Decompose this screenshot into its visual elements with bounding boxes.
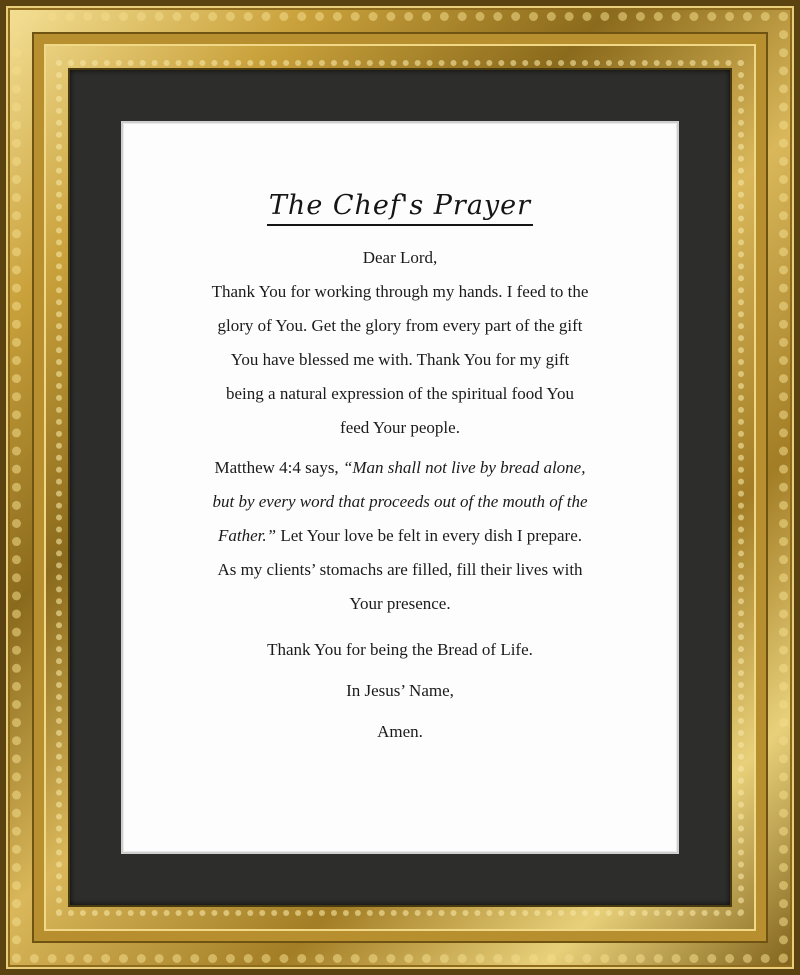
- paragraph-2-line: Your presence.: [349, 594, 451, 613]
- prayer-paragraph-2: [164, 451, 636, 621]
- salutation: Dear Lord,: [362, 248, 438, 267]
- prayer-paragraph-1: [164, 241, 636, 445]
- prayer-title: [124, 190, 676, 226]
- scripture-reference: Matthew 4:4 says,: [214, 458, 343, 477]
- closing-line-1: Thank You for being the Bread of Life.: [267, 640, 533, 659]
- paragraph-2-line: As my clients’ stomachs are filled, fill their lives with: [217, 560, 583, 579]
- paragraph-2-text: Let Your love be felt in every dish I prepare.: [276, 526, 582, 545]
- scripture-quote-end: Father.”: [217, 526, 277, 545]
- scripture-line: [164, 451, 636, 485]
- paragraph-1-line: Thank You for working through my hands. I feed to the: [211, 282, 589, 301]
- scripture-quote: “Man shall not live by bread alone,: [342, 458, 586, 477]
- paragraph-1-line: being a natural expression of the spiritual food You: [226, 384, 574, 403]
- paragraph-1-line: You have blessed me with. Thank You for my gift: [230, 350, 570, 369]
- amen: Amen.: [377, 722, 423, 741]
- scripture-line: [164, 519, 636, 553]
- prayer-title-text: The Chef's Prayer: [267, 190, 533, 226]
- prayer-content: [124, 124, 676, 851]
- paragraph-1-line: feed Your people.: [340, 418, 460, 437]
- paragraph-1-line: glory of You. Get the glory from every part of the gift: [217, 316, 583, 335]
- closing-line-2: In Jesus’ Name,: [346, 681, 454, 700]
- prayer-paper: [124, 124, 676, 851]
- scripture-quote-line: but by every word that proceeds out of the mouth of the: [212, 492, 588, 511]
